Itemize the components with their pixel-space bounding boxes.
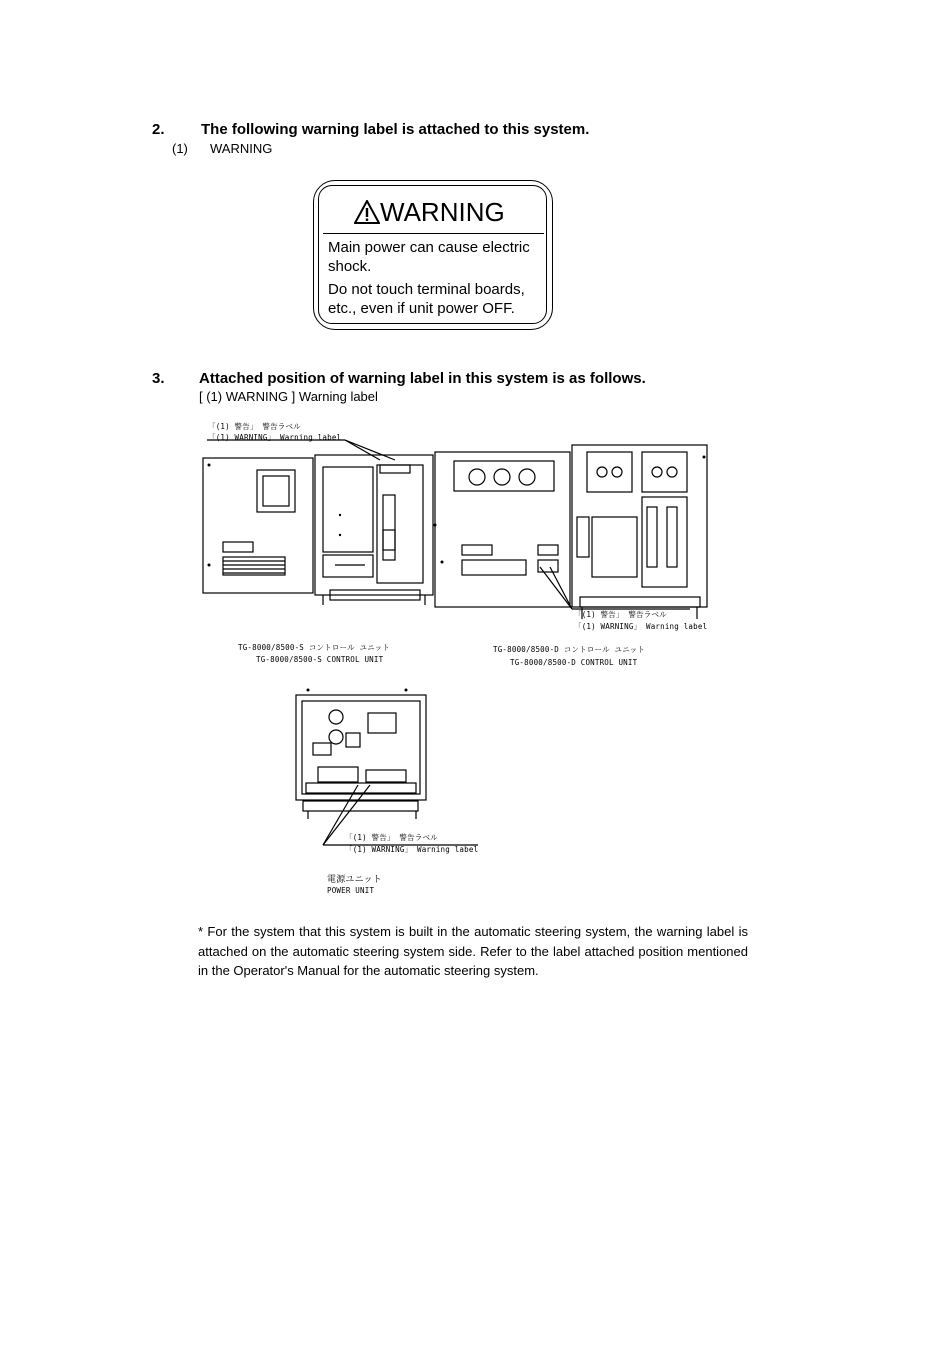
warning-label-title: WARNING bbox=[380, 196, 505, 227]
warning-label-line-4: etc., even if unit power OFF. bbox=[328, 300, 515, 317]
unit-d-label-jp: TG-8000/8500-D コントロール ユニット bbox=[493, 645, 645, 654]
callout-s-jp: 「(1) 警告」 警告ラベル bbox=[208, 422, 301, 431]
warning-label-line-2: shock. bbox=[328, 258, 372, 275]
warning-label bbox=[313, 180, 553, 330]
control-unit-s-drawing bbox=[195, 425, 445, 610]
power-unit-drawing bbox=[288, 685, 488, 855]
warning-label-line-1: Main power can cause electric bbox=[328, 239, 530, 256]
section-2-sub-number: (1) bbox=[172, 141, 188, 156]
callout-power-en: 「(1) WARNING」 Warning label bbox=[345, 845, 479, 854]
callout-s-en: 「(1) WARNING」 Warning label bbox=[208, 433, 342, 442]
section-3-subtitle: [ (1) WARNING ] Warning label bbox=[199, 389, 378, 404]
control-unit-d-drawing bbox=[432, 437, 712, 632]
unit-s-label-jp: TG-8000/8500-S コントロール ユニット bbox=[238, 643, 390, 652]
section-2-number: 2. bbox=[152, 121, 165, 138]
power-unit-label-en: POWER UNIT bbox=[327, 886, 375, 895]
warning-label-divider bbox=[323, 233, 544, 234]
unit-d-label-en: TG-8000/8500-D CONTROL UNIT bbox=[510, 658, 638, 667]
warning-triangle-icon bbox=[354, 200, 380, 224]
section-3-title: Attached position of warning label in this system is as follows. bbox=[199, 370, 646, 387]
power-unit-label-jp: 電源ユニット bbox=[327, 875, 382, 885]
warning-label-line-3: Do not touch terminal boards, bbox=[328, 281, 525, 298]
callout-d-jp: 「(1) 警告」 警告ラベル bbox=[574, 610, 667, 619]
section-3-number: 3. bbox=[152, 370, 165, 387]
callout-power-jp: 「(1) 警告」 警告ラベル bbox=[345, 833, 438, 842]
section-2-sub-label: WARNING bbox=[210, 141, 273, 156]
warning-label-header bbox=[354, 195, 505, 229]
unit-s-label-en: TG-8000/8500-S CONTROL UNIT bbox=[256, 655, 384, 664]
note-paragraph: * For the system that this system is built in the automatic steering system, the warning label is attached on the automatic steering system side. Refer to the label attached position mentioned in the Operator's Manual for the automatic steering system. bbox=[198, 924, 748, 978]
callout-d-en: 「(1) WARNING」 Warning label bbox=[574, 622, 708, 631]
section-2-title: The following warning label is attached to this system. bbox=[201, 121, 590, 138]
